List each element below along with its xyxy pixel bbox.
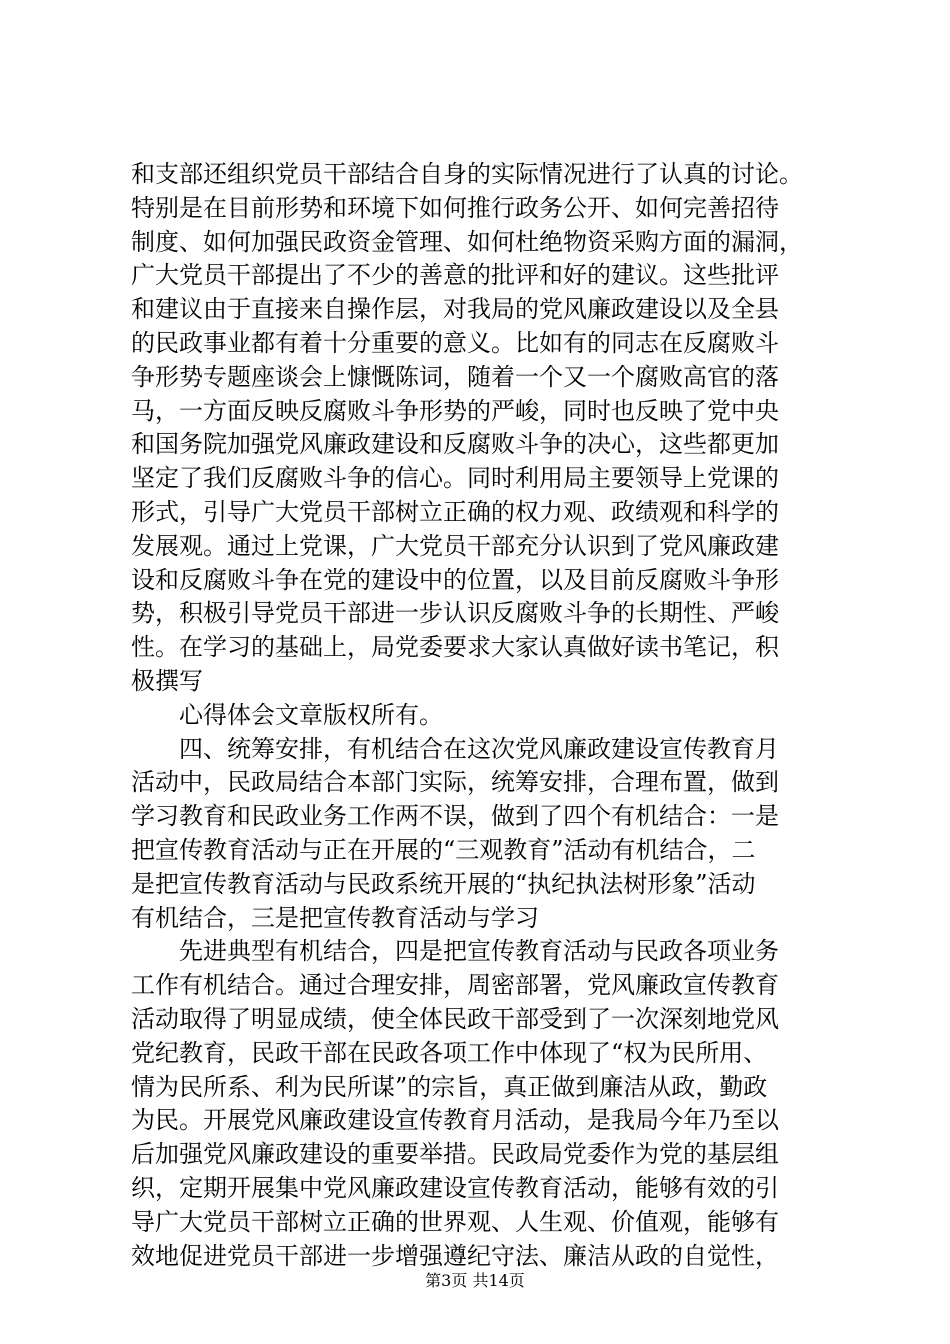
text-line: 活动取得了明显成绩，使全体民政干部受到了一次深刻地党风 bbox=[131, 1004, 779, 1033]
text-line: 设和反腐败斗争在党的建设中的位置，以及目前反腐败斗争形 bbox=[131, 565, 779, 594]
page-number: 第3页 共14页 bbox=[425, 1271, 525, 1290]
text-line: 形式，引导广大党员干部树立正确的权力观、政绩观和科学的 bbox=[131, 497, 779, 526]
text-line: 四、统筹安排，有机结合在这次党风廉政建设宣传教育月 bbox=[131, 734, 779, 763]
text-line: 织，定期开展集中党风廉政建设宣传教育活动，能够有效的引 bbox=[131, 1173, 779, 1202]
text-line: 和国务院加强党风廉政建设和反腐败斗争的决心，这些都更加 bbox=[131, 430, 779, 459]
text-line: 坚定了我们反腐败斗争的信心。同时利用局主要领导上党课的 bbox=[131, 464, 779, 493]
text-line: 学习教育和民政业务工作两不误，做到了四个有机结合：一是 bbox=[131, 802, 779, 831]
text-line: 活动中，民政局结合本部门实际，统筹安排，合理布置，做到 bbox=[131, 768, 779, 797]
text-line: 极撰写 bbox=[131, 666, 203, 695]
text-line: 制度、如何加强民政资金管理、如何杜绝物资采购方面的漏洞， bbox=[131, 227, 803, 256]
text-line: 和建议由于直接来自操作层，对我局的党风廉政建设以及全县 bbox=[131, 295, 779, 324]
text-line: 为民。开展党风廉政建设宣传教育月活动，是我局今年乃至以 bbox=[131, 1106, 779, 1135]
text-line: 效地促进党员干部进一步增强遵纪守法、廉洁从政的自觉性， bbox=[131, 1241, 779, 1270]
text-line: 把宣传教育活动与正在开展的“三观教育”活动有机结合，二 bbox=[131, 835, 756, 864]
text-line: 性。在学习的基础上，局党委要求大家认真做好读书笔记，积 bbox=[131, 633, 779, 662]
text-line: 导广大党员干部树立正确的世界观、人生观、价值观，能够有 bbox=[131, 1207, 779, 1236]
text-line: 争形势专题座谈会上慷慨陈词，随着一个又一个腐败高官的落 bbox=[131, 362, 779, 391]
text-line: 先进典型有机结合，四是把宣传教育活动与民政各项业务 bbox=[131, 937, 779, 966]
text-line: 工作有机结合。通过合理安排，周密部署，党风廉政宣传教育 bbox=[131, 971, 779, 1000]
text-line: 党纪教育，民政干部在民政各项工作中体现了“权为民所用、 bbox=[131, 1038, 768, 1067]
text-line: 广大党员干部提出了不少的善意的批评和好的建议。这些批评 bbox=[131, 261, 779, 290]
document-body bbox=[131, 158, 831, 1273]
text-line: 马，一方面反映反腐败斗争形势的严峻，同时也反映了党中央 bbox=[131, 396, 779, 425]
text-line: 和支部还组织党员干部结合自身的实际情况进行了认真的讨论。 bbox=[131, 160, 803, 188]
text-line: 的民政事业都有着十分重要的意义。比如有的同志在反腐败斗 bbox=[131, 328, 779, 357]
text-line: 势，积极引导党员干部进一步认识反腐败斗争的长期性、严峻 bbox=[131, 599, 779, 628]
text-line: 有机结合，三是把宣传教育活动与学习 bbox=[131, 903, 539, 932]
text-line: 特别是在目前形势和环境下如何推行政务公开、如何完善招待 bbox=[131, 193, 779, 222]
text-line: 心得体会文章版权所有。 bbox=[131, 700, 443, 729]
text-line: 发展观。通过上党课，广大党员干部充分认识到了党风廉政建 bbox=[131, 531, 779, 560]
page-footer bbox=[0, 1268, 950, 1291]
text-line: 后加强党风廉政建设的重要举措。民政局党委作为党的基层组 bbox=[131, 1140, 779, 1169]
text-line: 情为民所系、利为民所谋”的宗旨，真正做到廉洁从政，勤政 bbox=[131, 1072, 768, 1101]
text-line: 是把宣传教育活动与民政系统开展的“执纪执法树形象”活动 bbox=[131, 869, 756, 898]
